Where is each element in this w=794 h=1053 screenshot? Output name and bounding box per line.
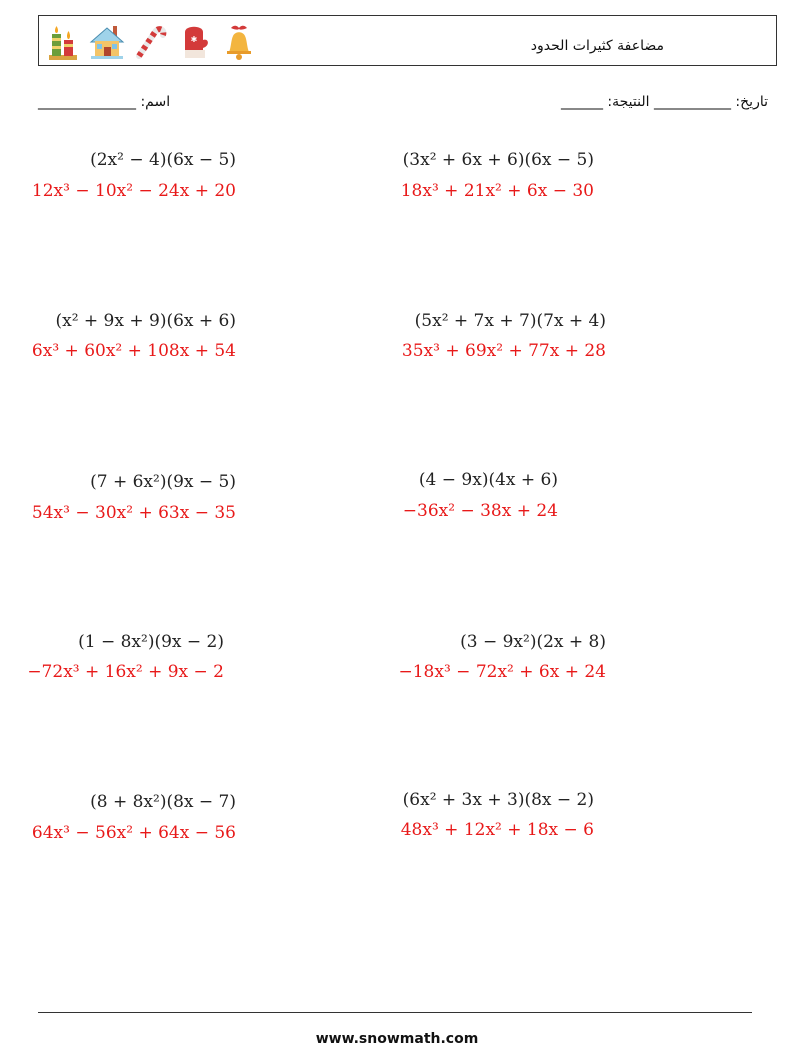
bell-icon: [221, 20, 257, 62]
worksheet-title: مضاعفة كثيرات الحدود: [530, 38, 664, 54]
answer-4: 35x³ + 69x² + 77x + 28: [401, 341, 606, 361]
answer-10: 48x³ + 12x² + 18x − 6: [400, 820, 594, 840]
problem-8: (3 − 9x²)(2x + 8): [460, 632, 606, 652]
candles-icon: [45, 20, 81, 62]
problem-6: (4 − 9x)(4x + 6): [418, 470, 558, 490]
problem-7: (1 − 8x²)(9x − 2): [78, 632, 224, 652]
problem-5: (7 + 6x²)(9x − 5): [90, 472, 236, 492]
problem-10: (6x² + 3x + 3)(8x − 2): [402, 790, 594, 810]
answer-9: 64x³ − 56x² + 64x − 56: [31, 823, 236, 843]
answer-1: 12x³ − 10x² − 24x + 20: [31, 181, 236, 201]
footer-divider: [38, 1012, 752, 1013]
date-score-field: ______ :تاريخ: ___________ النتيجة: [560, 94, 768, 110]
answer-5: 54x³ − 30x² + 63x − 35: [31, 503, 236, 523]
header-icons: [45, 20, 257, 62]
answer-2: 18x³ + 21x² + 6x − 30: [400, 181, 594, 201]
answer-7: −72x³ + 16x² + 9x − 2: [27, 662, 224, 682]
house-icon: [89, 20, 125, 62]
name-field: ______________ :اسم: [38, 94, 171, 110]
answer-3: 6x³ + 60x² + 108x + 54: [31, 341, 236, 361]
problem-4: (5x² + 7x + 7)(7x + 4): [414, 311, 606, 331]
problem-9: (8 + 8x²)(8x − 7): [90, 792, 236, 812]
worksheet-header: [38, 15, 777, 66]
problem-1: (2x² − 4)(6x − 5): [90, 150, 236, 170]
footer-url[interactable]: www.snowmath.com: [315, 1031, 479, 1047]
answer-8: −18x³ − 72x² + 6x + 24: [398, 662, 606, 682]
candy-cane-icon: [133, 20, 169, 62]
problem-2: (3x² + 6x + 6)(6x − 5): [402, 150, 594, 170]
svg-text:✱: ✱: [190, 35, 198, 44]
answer-6: −36x² − 38x + 24: [402, 501, 558, 521]
mitten-icon: [177, 20, 213, 62]
problem-3: (x² + 9x + 9)(6x + 6): [55, 311, 236, 331]
